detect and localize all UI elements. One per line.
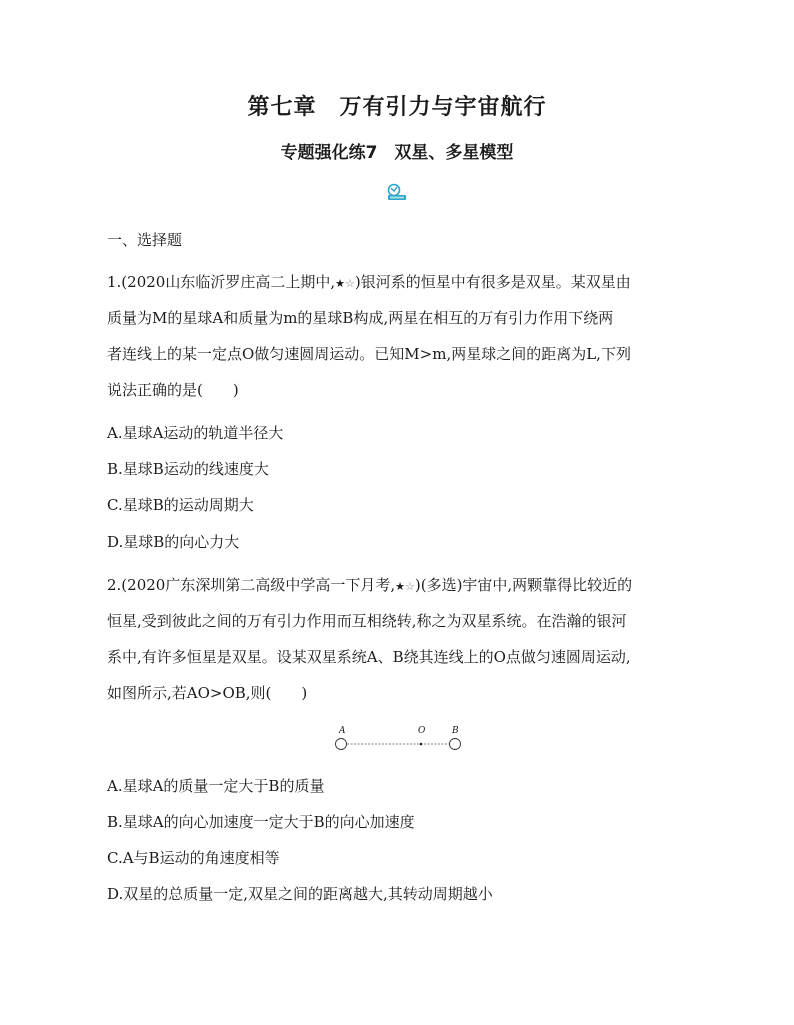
question-2-text-start: )(多选)宇宙中,两颗靠得比较近的 (414, 576, 633, 594)
question-1-line-2: 质量为M的星球A和质量为m的星球B构成,两星在相互的万有引力作用下绕两 (107, 309, 614, 327)
question-2-source: 2.(2020广东深圳第二高级中学高一下月考, (107, 576, 396, 594)
question-2-option-a: A.星球A的质量一定大于B的质量 (107, 777, 325, 795)
section-heading: 一、选择题 (107, 231, 183, 249)
star-a-circle (336, 739, 347, 750)
question-1-option-c: C.星球B的运动周期大 (107, 496, 254, 514)
question-1-option-d: D.星球B的向心力大 (107, 533, 240, 551)
figure-label-o: O (418, 726, 426, 736)
question-1-option-b: B.星球B运动的线速度大 (107, 460, 269, 478)
question-2-option-d: D.双星的总质量一定,双星之间的距离越大,其转动周期越小 (107, 885, 493, 903)
star-b-circle (450, 739, 461, 750)
question-2-option-c: C.A与B运动的角速度相等 (107, 849, 280, 867)
center-point-o (420, 743, 423, 746)
figure-label-b: B (452, 726, 459, 736)
question-2-line-3: 系中,有许多恒星是双星。设某双星系统A、B绕其连线上的O点做匀速圆周运动, (107, 648, 631, 666)
question-1-source: 1.(2020山东临沂罗庄高二上期中, (107, 273, 336, 291)
figure-label-a: A (339, 726, 346, 736)
section-subtitle: 专题强化练7 双星、多星模型 (280, 143, 514, 163)
question-2-line-2: 恒星,受到彼此之间的万有引力作用而互相绕转,称之为双星系统。在浩瀚的银河 (107, 612, 627, 630)
difficulty-star-hollow-icon: ☆ (344, 277, 355, 290)
question-2-line-4: 如图所示,若AO>OB,则( ) (107, 684, 308, 702)
question-1-line-4: 说法正确的是( ) (107, 381, 239, 399)
difficulty-star-hollow-icon: ☆ (404, 580, 415, 593)
question-2-line-1 (107, 574, 632, 595)
publisher-logo-icon (386, 183, 408, 201)
binary-star-figure (330, 722, 470, 754)
difficulty-star-icon: ★ (395, 580, 405, 593)
question-1-text-start: )银河系的恒星中有很多是双星。某双星由 (354, 273, 631, 291)
difficulty-star-icon: ★ (335, 277, 345, 290)
question-1-line-3: 者连线上的某一定点O做匀速圆周运动。已知M>m,两星球之间的距离为L,下列 (107, 345, 631, 363)
question-2-option-b: B.星球A的向心加速度一定大于B的向心加速度 (107, 813, 415, 831)
question-1-line-1 (107, 271, 631, 292)
question-1-option-a: A.星球A运动的轨道半径大 (107, 424, 284, 442)
chapter-title: 第七章 万有引力与宇宙航行 (247, 95, 547, 120)
